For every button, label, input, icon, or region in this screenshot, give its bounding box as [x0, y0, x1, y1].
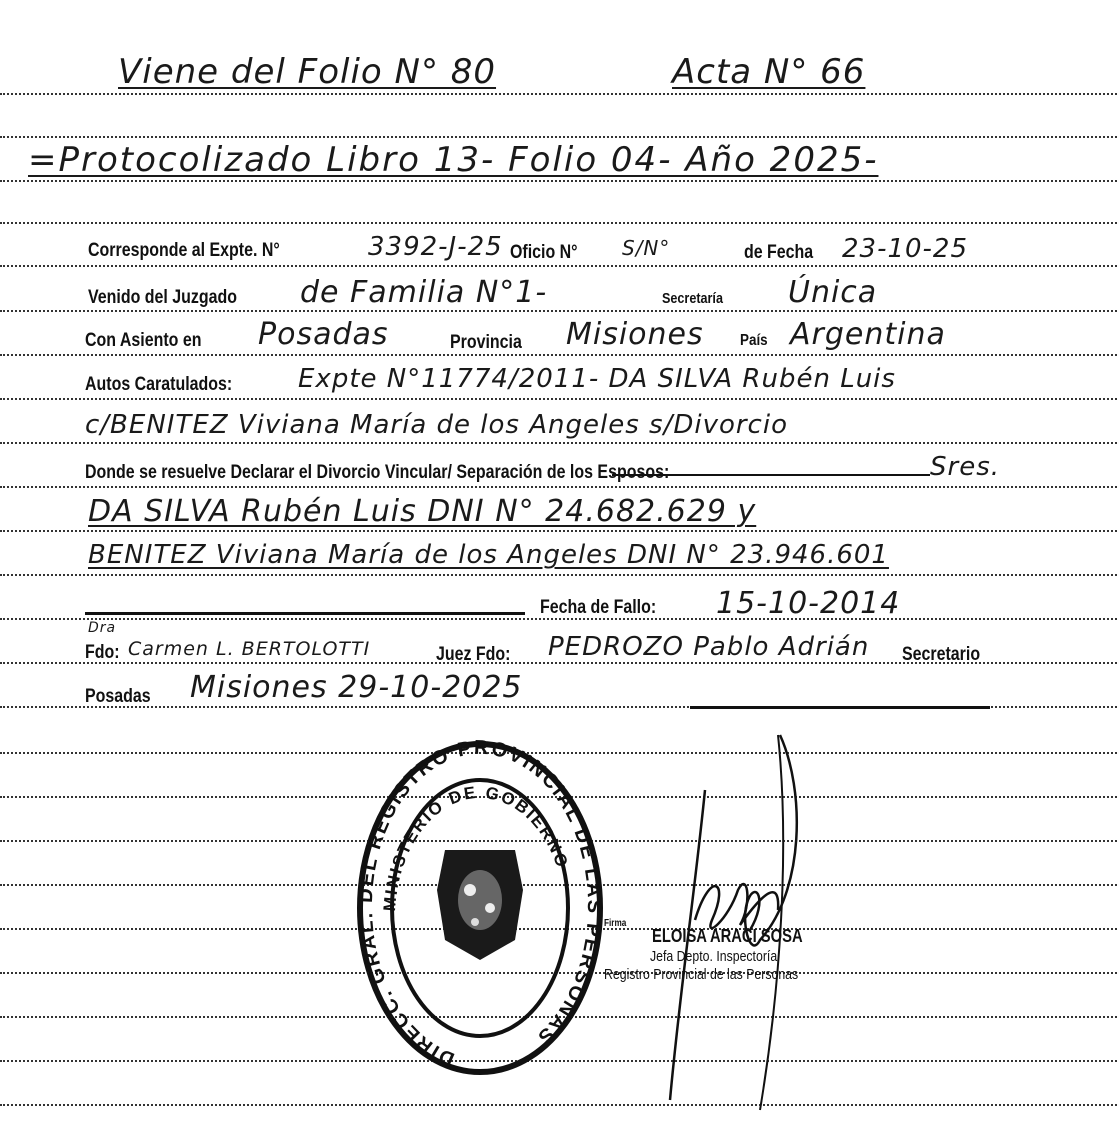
resuelve-value: Sres. [930, 452, 1000, 482]
official-seal [355, 740, 605, 1080]
fallo-value: 15-10-2014 [716, 586, 901, 621]
autos-value-1: Expte N°11774/2011- DA SILVA Rubén Luis [298, 364, 896, 394]
stamp-office: Registro Provincial de las Personas [604, 966, 799, 983]
expte-value: 3392-J-25 [368, 232, 503, 262]
separacion-strike [612, 474, 930, 476]
coat-of-arms-emblem [437, 850, 523, 960]
provincia-label: Provincia [450, 332, 522, 353]
seal-ring-text: DIRECC. GRAL. DEL REGISTRO PROVINCIAL DE LAS PERSONAS [355, 740, 605, 1071]
persona-2: BENITEZ Viviana María de los Angeles DNI N° 23.946.601 [88, 540, 889, 570]
oficio-label: Oficio N° [510, 242, 578, 263]
fallo-label: Fecha de Fallo: [540, 597, 657, 618]
fdo-label: Fdo: [85, 642, 120, 663]
pais-label: País [740, 332, 768, 349]
lugar-end-line [690, 706, 990, 709]
handwritten-signature [600, 730, 840, 1120]
autos-value-2: c/BENITEZ Viviana María de los Angeles s/Divorcio [85, 410, 788, 440]
acta-line: Acta N° 66 [672, 52, 866, 92]
secretaria-label: Secretaría [662, 290, 723, 307]
lugar-value: Misiones 29-10-2025 [190, 670, 523, 705]
folio-line: Viene del Folio N° 80 [118, 52, 497, 92]
fecha-label: de Fecha [744, 242, 814, 263]
expte-label: Corresponde al Expte. N° [88, 240, 280, 261]
protocol-line: =Protocolizado Libro 13- Folio 04- Año 2025- [28, 140, 879, 180]
persona-1: DA SILVA Rubén Luis DNI N° 24.682.629 y [88, 494, 757, 529]
secretario-value: PEDROZO Pablo Adrián [548, 632, 870, 662]
stamp-name: ELOISA ARACI SOSA [652, 926, 803, 946]
stamp-role: Jefa Depto. Inspectoría [650, 948, 778, 965]
asiento-value: Posadas [258, 317, 389, 352]
venido-label: Venido del Juzgado [88, 287, 237, 308]
juez-label: Juez Fdo: [436, 644, 511, 665]
fecha-value: 23-10-25 [842, 234, 969, 264]
lugar-label: Posadas [85, 686, 151, 707]
secretario-label: Secretario [902, 644, 981, 665]
juzgado-value: de Familia N°1- [300, 275, 548, 310]
fallo-blank-line [85, 612, 525, 615]
oficio-value: S/N° [622, 236, 671, 260]
dra-prefix: Dra [88, 620, 117, 636]
secretaria-value: Única [788, 275, 878, 310]
resuelve-label: Donde se resuelve Declarar el Divorcio Vincular/ Separación de los Esposos: [85, 462, 670, 483]
juez-value: Carmen L. BERTOLOTTI [128, 638, 371, 660]
seal-inner-text: MINISTERIO DE GOBIERNO [379, 782, 573, 912]
stamp-prefix: Firma [604, 918, 627, 929]
autos-label: Autos Caratulados: [85, 374, 233, 395]
provincia-value: Misiones [566, 317, 704, 352]
pais-value: Argentina [790, 317, 946, 352]
asiento-label: Con Asiento en [85, 330, 202, 351]
